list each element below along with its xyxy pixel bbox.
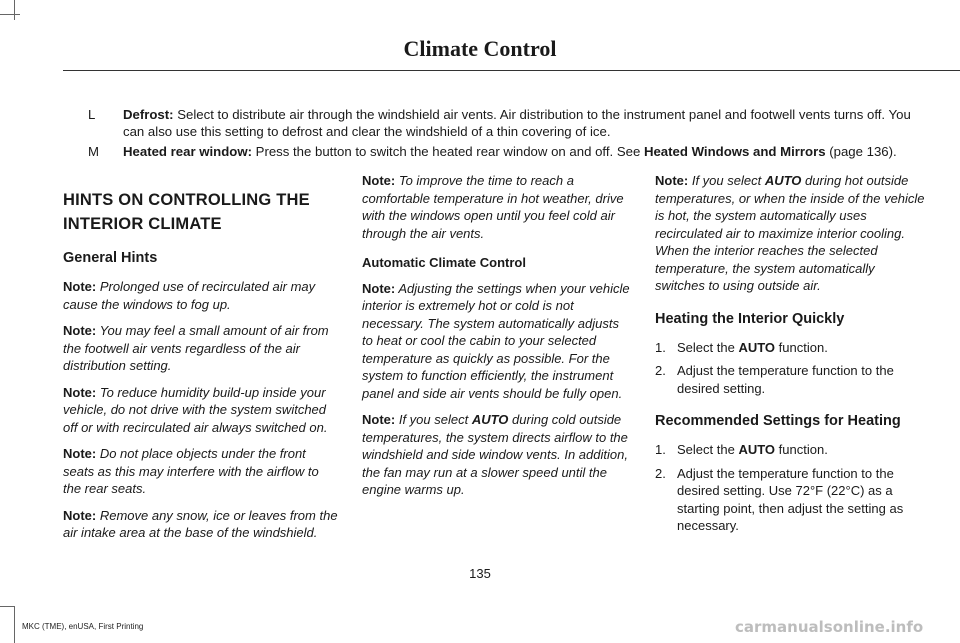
list-text-post: function. <box>775 339 828 355</box>
definition-text <box>123 106 928 140</box>
subheading-automatic-climate-control: Automatic Climate Control <box>362 255 526 270</box>
subheading-recommended-heating: Recommended Settings for Heating <box>655 413 901 429</box>
note-text <box>655 173 925 293</box>
list-text-post: function. <box>775 442 828 457</box>
column-3 <box>655 172 927 541</box>
crop-mark-top-left-h <box>0 14 20 15</box>
definition-row-m <box>88 143 928 160</box>
list-text: Adjust the temperature function to the desired setting. Use 72°F (22°C) as a starting point, then adjust the setting as necessary. <box>677 465 904 533</box>
list-number: 1. <box>655 442 666 457</box>
note <box>362 172 632 242</box>
section-heading <box>63 188 338 236</box>
note-label: Note: <box>362 412 396 427</box>
note-text: Adjusting the settings when your vehicle interior is extremely hot or cold is not necessary. The system automatically adjusts to heat or cool the cabin to your selected temperature as quickly as possible. For the system to function efficiently, the instrument panel and side air vents should be fully open. <box>362 280 630 401</box>
note-text: To reduce humidity build-up inside your vehicle, do not drive with the system switched off or with recirculated air always switched on. <box>63 384 328 435</box>
definition-key: M <box>88 144 99 159</box>
note <box>362 411 632 499</box>
note <box>655 172 927 295</box>
note-label: Note: <box>655 173 689 188</box>
definition-key: L <box>88 107 96 122</box>
list-item <box>655 465 927 535</box>
note-text: Remove any snow, ice or leaves from the air intake area at the base of the windshield. <box>63 507 338 540</box>
definition-label: Defrost: <box>123 107 174 122</box>
list-item <box>655 362 927 397</box>
list-item <box>655 339 927 357</box>
list-text-pre: Select the <box>677 442 739 457</box>
list-number: 1. <box>655 339 666 355</box>
subheading-heating-quickly: Heating the Interior Quickly <box>655 310 845 327</box>
note-text-pre: If you select <box>395 412 472 427</box>
note-text-post: during hot outside temperatures, or when the inside of the vehicle is hot, the system automatically uses recirculated air to maximize interior cooling. When the interior reaches the selected temperature, the system automatically switches to using outside air. <box>655 173 925 293</box>
note-label: Note: <box>63 507 97 523</box>
definition-body: Press the button to switch the heated rear window on and off. See <box>251 144 644 159</box>
note-label: Note: <box>362 173 396 188</box>
note-text <box>362 412 628 497</box>
note-label: Note: <box>63 323 97 338</box>
page-number: 135 <box>469 566 491 581</box>
note-text: To improve the time to reach a comfortable temperature in hot weather, drive with the windows open until you feel cold air through the air vents. <box>362 173 624 241</box>
note-text-bold: AUTO <box>471 412 509 427</box>
note-text: You may feel a small amount of air from the footwell air vents regardless of the air distribution setting. <box>63 323 329 373</box>
definition-text <box>123 143 928 160</box>
note-text-pre: If you select <box>688 173 765 188</box>
cross-reference-link[interactable]: Heated Windows and Mirrors <box>643 144 826 159</box>
note <box>63 507 338 542</box>
list-text <box>677 441 927 459</box>
note-text-post: during cold outside temperatures, the system directs airflow to the windshield and side window vents. In addition, the fan may run at a slower speed until the engine warms up. <box>362 412 628 497</box>
page-title: Climate Control <box>403 36 557 61</box>
crop-mark-bottom-left-v <box>14 606 15 643</box>
crop-mark-bottom-left-h <box>0 606 14 607</box>
note-label: Note: <box>63 446 97 461</box>
note <box>63 384 338 437</box>
note-text: Prolonged use of recirculated air may cause the windows to fog up. <box>63 279 316 312</box>
footer-edition-text: MKC (TME), enUSA, First Printing <box>22 622 144 631</box>
list-text-bold: AUTO <box>738 339 776 355</box>
list-number: 2. <box>655 465 666 481</box>
definition-label: Heated rear window: <box>123 144 252 159</box>
crop-mark-top-left-v <box>14 0 15 20</box>
note-label: Note: <box>63 384 97 400</box>
section-heading-line-2: INTERIOR CLIMATE <box>63 215 222 233</box>
note <box>362 280 632 403</box>
definition-body: Select to distribute air through the windshield air vents. Air distribution to the instrument panel and footwell vents turns off. You can also use this setting to defrost and clear the windshield of a thin covering of ice. <box>123 107 911 139</box>
list-number: 2. <box>655 363 666 378</box>
note-text-bold: AUTO <box>764 173 802 188</box>
column-2 <box>362 172 632 508</box>
note-text: Do not place objects under the front seats as this may interfere with the airflow to the rear seats. <box>63 446 319 496</box>
note <box>63 278 338 313</box>
note <box>63 445 338 498</box>
watermark-logo: carmanualsonline.info <box>735 618 924 636</box>
note <box>63 322 338 375</box>
note-label: Note: <box>362 280 396 296</box>
page-reference: (page 136). <box>825 144 897 159</box>
note-label: Note: <box>63 279 97 294</box>
definition-row-l <box>88 106 928 140</box>
column-1 <box>63 172 338 551</box>
section-heading-line-1: HINTS ON CONTROLLING THE <box>63 191 310 209</box>
subheading-general-hints: General Hints <box>63 250 158 266</box>
header-divider <box>63 70 960 71</box>
list-text: Adjust the temperature function to the desired setting. <box>677 363 894 396</box>
list-item <box>655 441 927 459</box>
list-text <box>677 339 927 357</box>
list-text-pre: Select the <box>677 339 739 355</box>
list-text-bold: AUTO <box>738 442 776 457</box>
